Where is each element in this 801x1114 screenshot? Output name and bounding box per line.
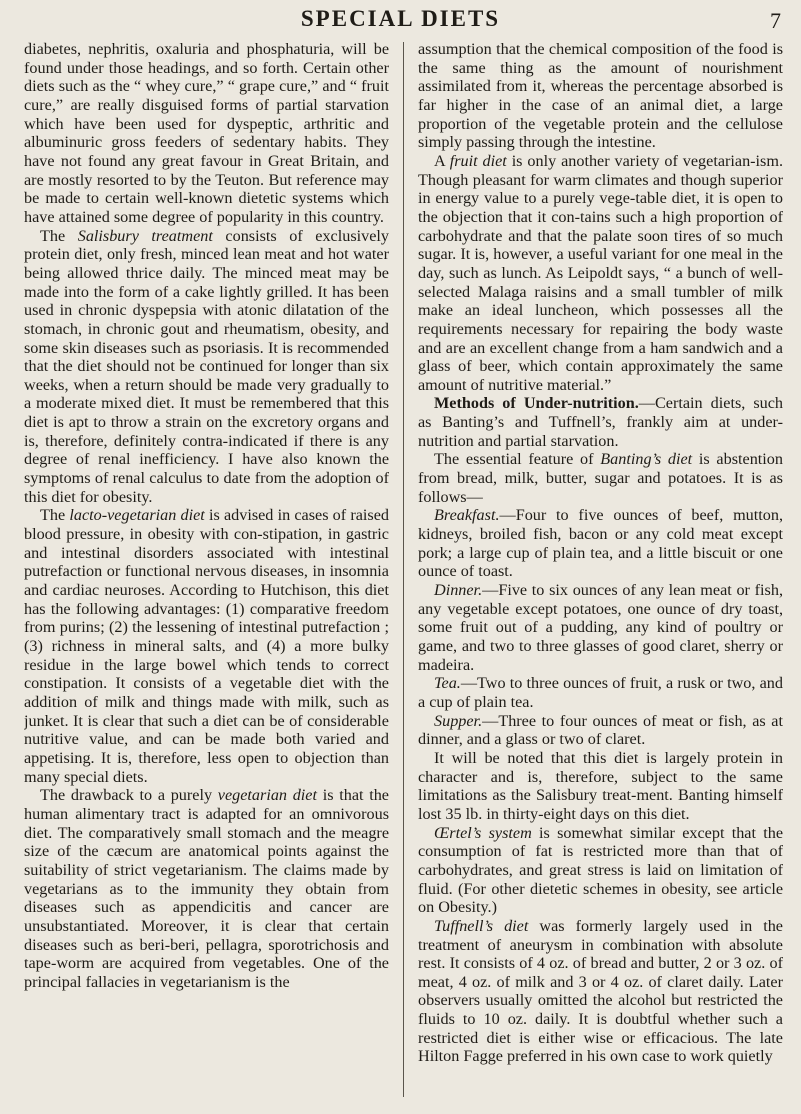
paragraph-lead: A <box>434 151 450 170</box>
running-title: SPECIAL DIETS <box>300 6 501 31</box>
italic-term: Dinner. <box>434 581 483 600</box>
paragraph <box>418 152 783 395</box>
paragraph <box>418 40 783 152</box>
paragraph <box>24 227 389 507</box>
paragraph-text: assumption that the chemical composition of the food is the same thing as the amount of nourishment assimilated from it, whereas the percentage absorbed is far higher in the case of an animal diet, a large proportion of the vegetable protein and the cellulose simply passing through the intestine. <box>418 40 783 152</box>
paragraph-text: is only another variety of vegetarian-ism. Though pleasant for warm climates and though superior in energy value to a purely vege-table diet, it is open to the objection that it con-tains such a high proportion of carbohydrate and that the palate soon tires of so much sugar. It is, however, a useful variant for one meal in the day, such as lunch. As Leipoldt says, “ a bunch of well-selected Malaga raisins and a small tumbler of milk make an ideal luncheon, which possesses all the requirements necessary for repairing the body waste and are an excellent change from a ham sandwich and a glass of beer, which contain approximately the same amount of nutritive material.” <box>418 151 783 394</box>
paragraph-text: —Five to six ounces of any lean meat or fish, any vegetable except potatoes, one ounce of dry toast, some fruit out of a pudding, any kind of poultry or game, and two to three glasses of good claret, sherry or madeira. <box>418 581 783 674</box>
paragraph-text: is abstention from bread, milk, butter, sugar and potatoes. It is as follows— <box>418 450 783 506</box>
paragraph <box>24 786 389 991</box>
paragraph <box>418 824 783 917</box>
paragraph-text: was formerly largely used in the treatment of aneurysm in combination with absolute rest. It consists of 4 oz. of bread and butter, 2 or 3 oz. of meat, 4 oz. of milk and 3 or 4 oz. of claret daily. Later observers usually omitted the alcohol but restricted the fluids to 10 oz. daily. It is doubtful whether such a restricted diet is either wise or efficacious. The late Hilton Fagge preferred in his own case to work quietly <box>418 916 783 1066</box>
paragraph-text: —Three to four ounces of meat or fish, as at dinner, and a glass or two of claret. <box>418 711 783 749</box>
paragraph-text: —Certain diets, such as Banting’s and Tuffnell’s, frankly aim at under-nutrition and partial starvation. <box>418 394 783 450</box>
italic-term: Salisbury treatment <box>77 226 213 245</box>
paragraph <box>418 917 783 1066</box>
paragraph <box>418 749 783 824</box>
italic-term: fruit diet <box>449 151 507 170</box>
right-column <box>418 40 783 1100</box>
section-heading: Methods of Under-nutrition. <box>434 394 639 413</box>
paragraph-text: consists of exclusively protein diet, only fresh, minced lean meat and hot water being allowed thrice daily. The minced meat may be made into the form of a cake lightly grilled. It has been used in chronic dyspepsia with atonic dilatation of the stomach, in chronic gout and rheumatism, obesity, and some skin diseases such as psoriasis. It is recommended that the diet should not be continued for longer than six weeks, when a return should be made very gradually to a moderate mixed diet. It must be remembered that this diet is apt to throw a strain on the excretory organs and is, therefore, definitely contra-indicated if there is any degree of renal inefficiency. I have also known the symptoms of renal calculus to date from the adoption of this diet for obesity. <box>24 226 389 506</box>
paragraph <box>418 506 783 581</box>
italic-term: Banting’s diet <box>600 450 693 469</box>
paragraph-text: It will be noted that this diet is largely protein in character and is, therefore, subject to the same limitations as the Salisbury treat-ment. Banting himself lost 35 lb. in thirty-eight days on this diet. <box>418 748 783 823</box>
paragraph-text: —Four to five ounces of beef, mutton, kidneys, broiled fish, bacon or any cold meat except pork; a large cup of plain tea, and a little biscuit or one ounce of toast. <box>418 506 783 581</box>
paragraph <box>418 674 783 711</box>
italic-term: Œrtel’s system <box>434 823 532 842</box>
italic-term: Tuffnell’s diet <box>434 916 529 935</box>
column-divider <box>403 42 404 1097</box>
paragraph-lead: The <box>40 226 78 245</box>
italic-term: Supper. <box>434 711 483 730</box>
italic-term: Tea. <box>434 674 461 693</box>
page-number: 7 <box>770 8 781 33</box>
paragraph-lead: The drawback to a purely <box>40 786 218 805</box>
paragraph-text: is advised in cases of raised blood pressure, in obesity with con-stipation, in gastric and intestinal disorders associated with intestinal putrefaction or functional nervous diseases, in insomnia and cardiac neuroses. According to Hutchison, this diet has the following advantages: (1) comparative freedom from purins; (2) the lessening of intestinal putrefaction ; (3) richness in mineral salts, and (4) a more bulky residue in the large bowel which tends to correct constipation. It consists of a vegetable diet with the addition of milk and things made with milk, such as junket. It is clear that such a diet can be of considerable nutritive value, and can be made both varied and appetising. It is, therefore, less open to objection than many special diets. <box>24 506 389 786</box>
italic-term: Breakfast. <box>434 506 500 525</box>
paragraph-text: —Two to three ounces of fruit, a rusk or two, and a cup of plain tea. <box>418 674 783 711</box>
paragraph <box>418 712 783 749</box>
page-header <box>0 6 801 36</box>
italic-term: lacto-vegetarian diet <box>69 506 205 525</box>
italic-term: vegetarian diet <box>217 786 317 805</box>
paragraph <box>418 394 783 450</box>
paragraph-text: diabetes, nephritis, oxaluria and phosphaturia, will be found under those headings, and so forth. Certain other diets such as the “ whey cure,” “ grape cure,” and “ fruit cure,” are really disguised forms of partial starvation which have been used for dyspeptic, arthritic and albuminuric gross feeders of sedentary habits. They have not found any great favour in Great Britain, and are mostly resorted to by the Teuton. But reference may be made to certain well-known dietetic systems which have attained some degree of popularity in this country. <box>24 40 389 226</box>
paragraph <box>24 40 389 227</box>
paragraph-text: is somewhat similar except that the consumption of fat is restricted more than that of carbohydrates, and great stress is laid on limitation of fluid. (For other dietetic schemes in obesity, see article on Obesity.) <box>418 823 783 917</box>
paragraph <box>418 450 783 506</box>
paragraph <box>24 506 389 786</box>
paragraph <box>418 581 783 674</box>
paragraph-text: is that the human alimentary tract is adapted for an omnivorous diet. The comparatively small stomach and the meagre size of the cæcum are anatomical points against the suitability of strict vegetarianism. The claims made by vegetarians as to the immunity they obtain from diseases such as appendicitis and cancer are unsubstantiated. Moreover, it is clear that certain diseases such as beri-beri, pellagra, sporotrichosis and tape-worm are acquired from vegetables. One of the principal fallacies in vegetarianism is the <box>24 786 389 991</box>
paragraph-lead: The essential feature of <box>434 450 601 469</box>
paragraph-lead: The <box>40 506 70 525</box>
left-column <box>24 40 389 1100</box>
